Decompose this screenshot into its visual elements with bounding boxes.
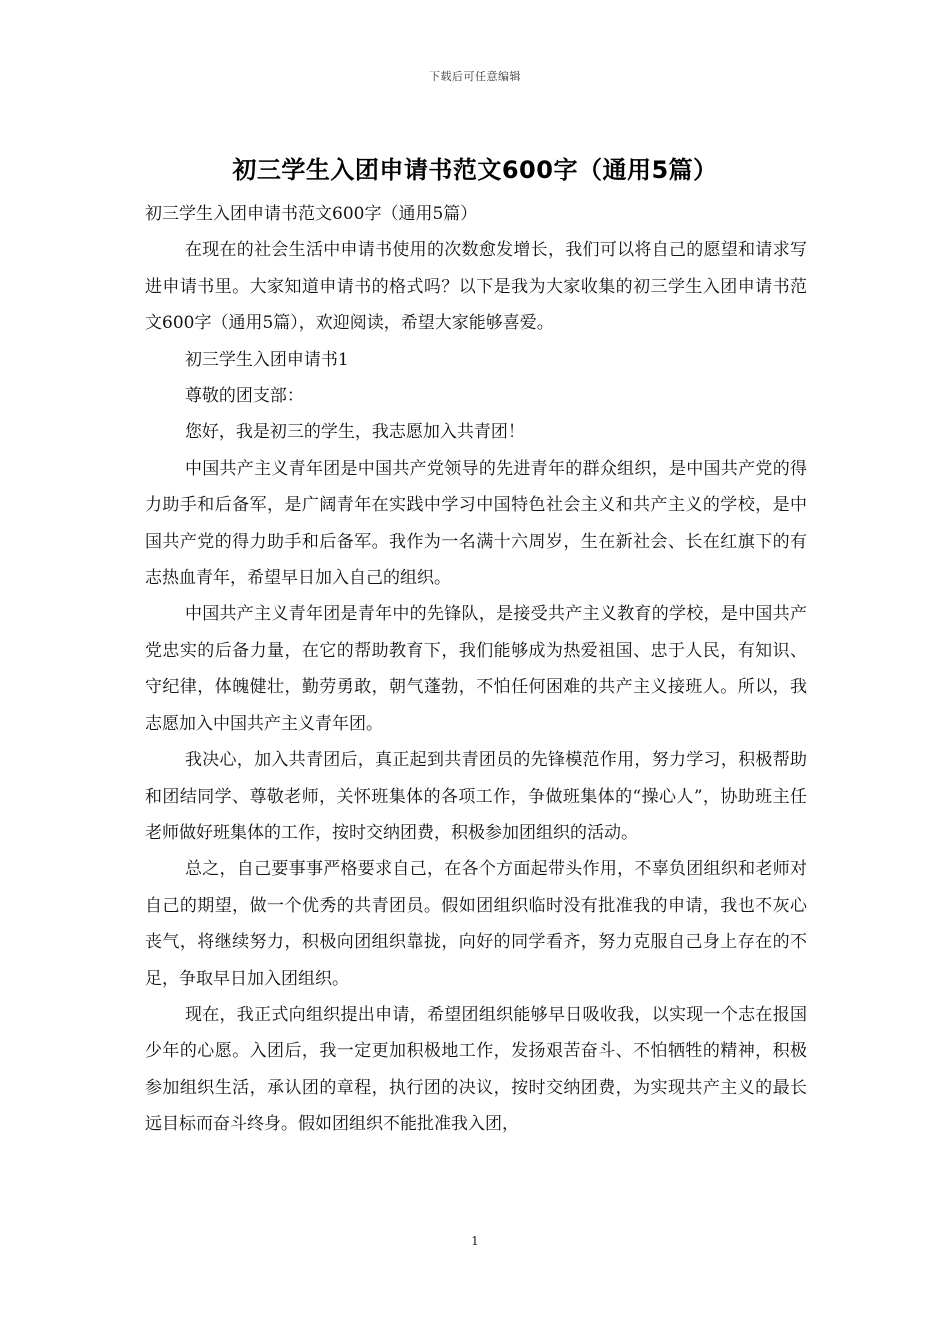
section-heading: 初三学生入团申请书1 bbox=[184, 349, 349, 370]
greeting: 您好，我是初三的学生，我志愿加入共青团！ bbox=[184, 422, 525, 443]
paragraph: 中国共产主义青年团是青年中的先锋队，是接受共产主义教育的学校，是中国共产党忠实的后备力量，在它的帮助教育下，我们能够成为热爱祖国、忠于人民，有知识、守纪律，体魄健壮，勤劳勇敢，朝气蓬勃，不怕任何困难的共产主义接班人。所以，我志愿加入中国共产主义青年团。 bbox=[145, 604, 807, 734]
page-number: 1 bbox=[471, 1234, 479, 1248]
document-title: 初三学生入团申请书范文600字（通用5篇） bbox=[232, 156, 718, 184]
paragraph: 总之，自己要事事严格要求自己，在各个方面起带头作用，不辜负团组织和老师对自己的期望，做一个优秀的共青团员。假如团组织临时没有批准我的申请，我也不灰心丧气，将继续努力，积极向团组织靠拢，向好的同学看齐，努力克服自己身上存在的不足，争取早日加入团组织。 bbox=[145, 859, 807, 989]
header-note: 下载后可任意编辑 bbox=[429, 70, 521, 83]
paragraph: 我决心，加入共青团后，真正起到共青团员的先锋模范作用，努力学习，积极帮助和团结同学、尊敬老师，关怀班集体的各项工作，争做班集体的“操心人”，协助班主任老师做好班集体的工作，按时交纳团费，积极参加团组织的活动。 bbox=[145, 750, 807, 843]
document-body bbox=[145, 196, 807, 1143]
subtitle-line: 初三学生入团申请书范文600字（通用5篇） bbox=[145, 204, 478, 224]
salutation: 尊敬的团支部： bbox=[184, 386, 304, 407]
paragraph-intro: 在现在的社会生活中申请书使用的次数愈发增长，我们可以将自己的愿望和请求写进申请书里。大家知道申请书的格式吗？以下是我为大家收集的初三学生入团申请书范文600字（通用5篇），欢迎阅读，希望大家能够喜爱。 bbox=[145, 240, 807, 334]
paragraph: 现在，我正式向组织提出申请，希望团组织能够早日吸收我，以实现一个志在报国少年的心愿。入团后，我一定更加积极地工作，发扬艰苦奋斗、不怕牺牲的精神，积极参加组织生活，承认团的章程，执行团的决议，按时交纳团费，为实现共产主义的最长远目标而奋斗终身。假如团组织不能批准我入团， bbox=[145, 1004, 807, 1135]
paragraph: 中国共产主义青年团是中国共产党领导的先进青年的群众组织，是中国共产党的得力助手和后备军，是广阔青年在实践中学习中国特色社会主义和共产主义的学校，是中国共产党的得力助手和后备军。我作为一名满十六周岁，生在新社会、长在红旗下的有志热血青年，希望早日加入自己的组织。 bbox=[145, 458, 807, 589]
